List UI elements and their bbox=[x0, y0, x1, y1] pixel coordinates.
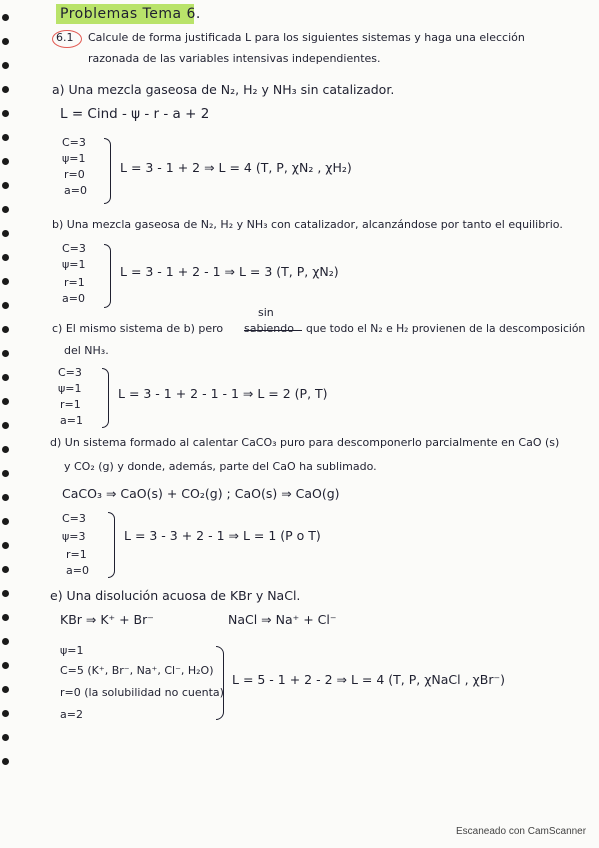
binding-hole bbox=[2, 422, 9, 429]
part-e-brace bbox=[216, 646, 224, 720]
binding-hole bbox=[2, 710, 9, 717]
scanner-watermark: Escaneado con CamScanner bbox=[456, 826, 587, 837]
part-d-brace bbox=[108, 512, 115, 578]
binding-hole bbox=[2, 590, 9, 597]
binding-hole bbox=[2, 86, 9, 93]
binding-hole bbox=[2, 62, 9, 69]
binding-hole bbox=[2, 230, 9, 237]
part-a-heading: a) Una mezcla gaseosa de N₂, H₂ y NH₃ sin catalizador. bbox=[52, 82, 395, 97]
part-e-heading: e) Una disolución acuosa de KBr y NaCl. bbox=[50, 588, 301, 603]
binding-hole bbox=[2, 614, 9, 621]
binding-hole bbox=[2, 374, 9, 381]
part-c-struck-word: sabiendo bbox=[244, 322, 294, 335]
part-c-var: C=3 bbox=[58, 366, 82, 379]
binding-hole bbox=[2, 350, 9, 357]
binding-hole bbox=[2, 518, 9, 525]
part-a-formula: L = Cind - ψ - r - a + 2 bbox=[60, 106, 210, 122]
part-a-brace bbox=[104, 138, 111, 204]
spiral-binding bbox=[0, 0, 12, 848]
part-c-var: ψ=1 bbox=[58, 382, 82, 395]
part-d-var: C=3 bbox=[62, 512, 86, 525]
binding-hole bbox=[2, 182, 9, 189]
part-a-var: ψ=1 bbox=[62, 152, 86, 165]
binding-hole bbox=[2, 662, 9, 669]
binding-hole bbox=[2, 278, 9, 285]
part-e-reaction-kbr: KBr ⇒ K⁺ + Br⁻ bbox=[60, 612, 154, 627]
part-d-var: r=1 bbox=[66, 548, 87, 561]
binding-hole bbox=[2, 326, 9, 333]
part-b-heading: b) Una mezcla gaseosa de N₂, H₂ y NH₃ con catalizador, alcanzándose por tanto el equilibrio. bbox=[52, 218, 563, 231]
part-e-var: ψ=1 bbox=[60, 644, 84, 657]
part-e-var: r=0 (la solubilidad no cuenta) bbox=[60, 686, 224, 699]
part-c-var: r=1 bbox=[60, 398, 81, 411]
part-e-var: a=2 bbox=[60, 708, 83, 721]
part-b-var: a=0 bbox=[62, 292, 85, 305]
part-c-var: a=1 bbox=[60, 414, 83, 427]
statement-line-2: razonada de las variables intensivas independientes. bbox=[88, 52, 381, 65]
binding-hole bbox=[2, 398, 9, 405]
binding-hole bbox=[2, 206, 9, 213]
part-d-var: ψ=3 bbox=[62, 530, 86, 543]
part-a-var: C=3 bbox=[62, 136, 86, 149]
part-e-var: C=5 (K⁺, Br⁻, Na⁺, Cl⁻, H₂O) bbox=[60, 664, 214, 677]
exercise-number: 6.1 bbox=[56, 31, 74, 44]
binding-hole bbox=[2, 566, 9, 573]
part-d-reactions: CaCO₃ ⇒ CaO(s) + CO₂(g) ; CaO(s) ⇒ CaO(g) bbox=[62, 486, 340, 501]
binding-hole bbox=[2, 14, 9, 21]
part-b-var: r=1 bbox=[64, 276, 85, 289]
part-e-reaction-nacl: NaCl ⇒ Na⁺ + Cl⁻ bbox=[228, 612, 337, 627]
part-d-heading-line-1: d) Un sistema formado al calentar CaCO₃ puro para descomponerlo parcialmente en CaO (s) bbox=[50, 436, 560, 449]
binding-hole bbox=[2, 158, 9, 165]
part-a-var: r=0 bbox=[64, 168, 85, 181]
binding-hole bbox=[2, 254, 9, 261]
binding-hole bbox=[2, 686, 9, 693]
part-a-var: a=0 bbox=[64, 184, 87, 197]
binding-hole bbox=[2, 758, 9, 765]
part-b-result: L = 3 - 1 + 2 - 1 ⇒ L = 3 (T, P, χN₂) bbox=[120, 264, 339, 279]
part-d-result: L = 3 - 3 + 2 - 1 ⇒ L = 1 (P o T) bbox=[124, 528, 321, 543]
binding-hole bbox=[2, 446, 9, 453]
part-b-var: C=3 bbox=[62, 242, 86, 255]
part-c-insertion: sin bbox=[258, 306, 274, 319]
binding-hole bbox=[2, 542, 9, 549]
statement-line-1: Calcule de forma justificada L para los siguientes sistemas y haga una elección bbox=[88, 31, 525, 44]
strikethrough-line bbox=[244, 330, 302, 331]
part-a-result: L = 3 - 1 + 2 ⇒ L = 4 (T, P, χN₂ , χH₂) bbox=[120, 160, 352, 175]
binding-hole bbox=[2, 638, 9, 645]
part-c-brace bbox=[102, 368, 109, 428]
part-d-heading-line-2: y CO₂ (g) y donde, además, parte del CaO ha sublimado. bbox=[64, 460, 377, 473]
part-d-var: a=0 bbox=[66, 564, 89, 577]
part-c-result: L = 3 - 1 + 2 - 1 - 1 ⇒ L = 2 (P, T) bbox=[118, 386, 328, 401]
binding-hole bbox=[2, 734, 9, 741]
page-title: Problemas Tema 6. bbox=[60, 6, 201, 22]
binding-hole bbox=[2, 470, 9, 477]
part-b-brace bbox=[104, 244, 111, 308]
binding-hole bbox=[2, 110, 9, 117]
binding-hole bbox=[2, 302, 9, 309]
binding-hole bbox=[2, 134, 9, 141]
part-b-var: ψ=1 bbox=[62, 258, 86, 271]
part-c-heading-line-2: del NH₃. bbox=[64, 344, 109, 357]
part-c-heading-line-1-end: que todo el N₂ e H₂ provienen de la descomposición bbox=[306, 322, 586, 335]
binding-hole bbox=[2, 38, 9, 45]
part-e-result: L = 5 - 1 + 2 - 2 ⇒ L = 4 (T, P, χNaCl , χBr⁻) bbox=[232, 672, 505, 687]
part-c-heading-line-1: c) El mismo sistema de b) pero bbox=[52, 322, 224, 335]
binding-hole bbox=[2, 494, 9, 501]
